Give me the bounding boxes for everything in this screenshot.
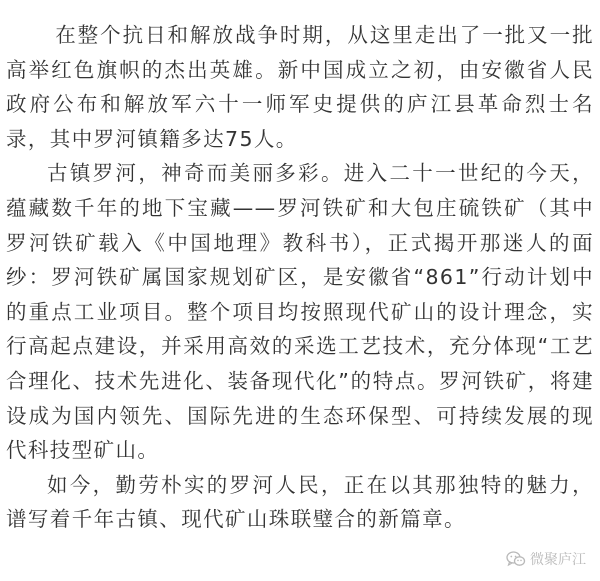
watermark-text: 微聚庐江 — [530, 552, 586, 568]
watermark — [506, 549, 586, 569]
wechat-icon — [506, 551, 526, 567]
article-paragraph-1: 在整个抗日和解放战争时期，从这里走出了一批又一批高举红色旗帜的杰出英雄。新中国成立之初，由安徽省人民政府公布和解放军六十一师军史提供的庐江县革命烈士名录，其中罗河镇籍多达75人。 — [6, 23, 594, 151]
article-paragraph-2: 古镇罗河，神奇而美丽多彩。进入二十一世纪的今天，蕴藏数千年的地下宝藏——罗河铁矿和大包庄硫铁矿（其中罗河铁矿载入《中国地理》教科书），正式揭开那迷人的面纱：罗河铁矿属国家规划矿区，是安徽省“861”行动计划中的重点工业项目。整个项目均按照现代矿山的设计理念，实行高起点建设，并采用高效的采选工艺技术，充分体现“工艺合理化、技术先进化、装备现代化”的特点。罗河铁矿，将建设成为国内领先、国际先进的生态环保型、可持续发展的现代科技型矿山。 — [6, 161, 594, 463]
article-paragraph-3: 如今，勤劳朴实的罗河人民，正在以其那独特的魅力，谱写着千年古镇、现代矿山珠联璧合的新篇章。 — [6, 472, 594, 532]
article-body — [6, 18, 594, 537]
